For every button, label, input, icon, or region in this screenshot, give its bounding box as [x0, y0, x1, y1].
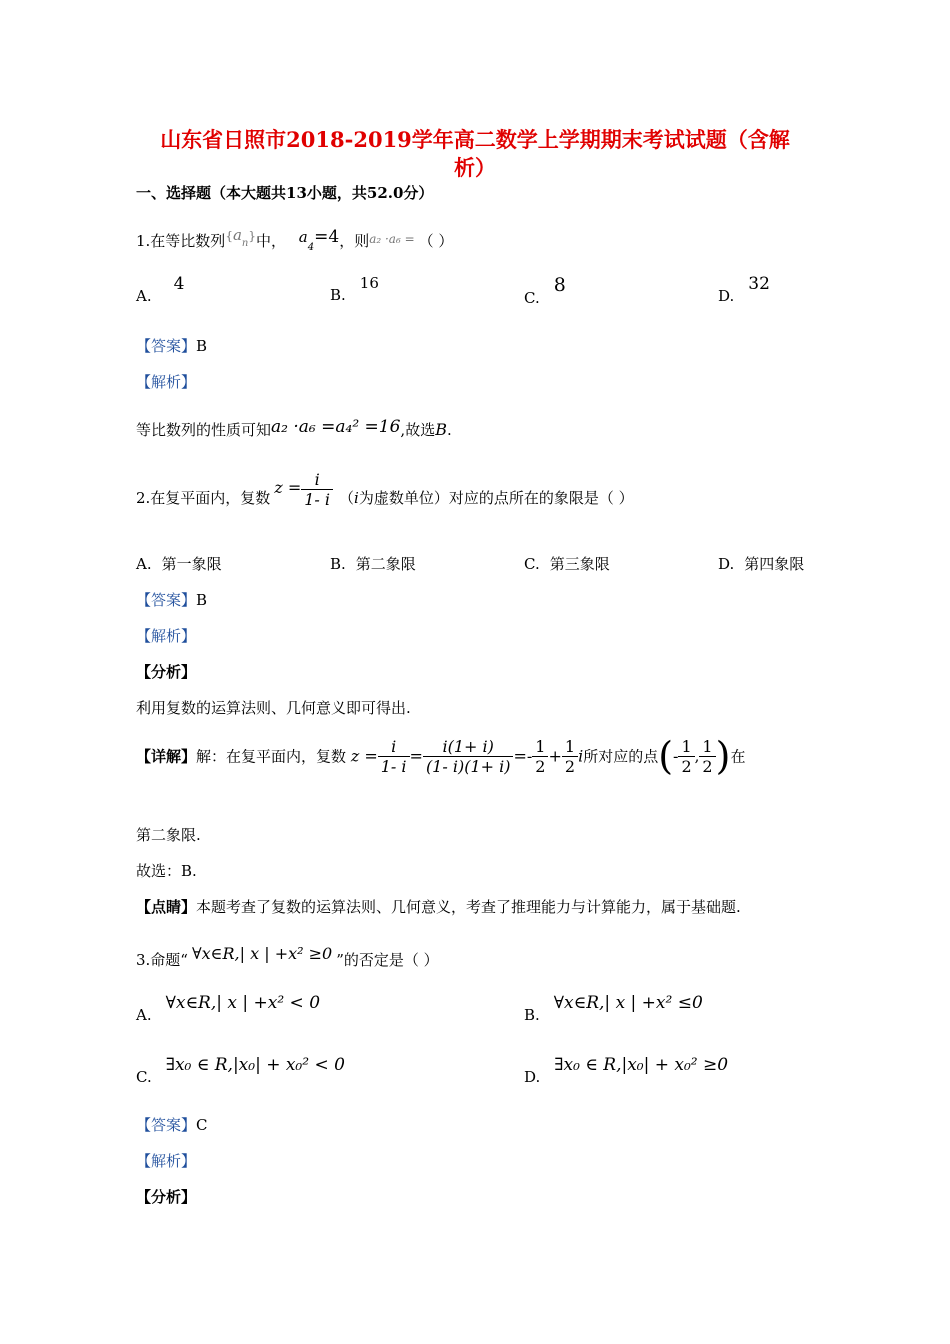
q2-answer: 【答案】B — [136, 591, 208, 609]
q2-option-c[interactable]: C. 第三象限 — [524, 555, 610, 573]
q2-option-d[interactable]: D. 第四象限 — [718, 555, 805, 573]
q3-proposition: ∀x∈R,| x | +x² ≥0 — [191, 944, 333, 963]
q2-fenxi-tag: 【分析】 — [136, 663, 197, 681]
q1-option-c[interactable]: C.8 — [524, 274, 566, 307]
q2-guxuan: 故选：B. — [136, 862, 197, 880]
q2-dianjing: 【点睛】本题考查了复数的运算法则、几何意义，考查了推理能力与计算能力，属于基础题. — [136, 898, 741, 916]
q1-analysis-tag: 【解析】 — [136, 373, 197, 391]
q1-seq-sub: n — [241, 238, 249, 249]
section-heading: 一、选择题（本大题共13小题，共52.0分） — [136, 184, 434, 202]
q1-prefix: 1.在等比数列 — [136, 232, 226, 250]
document-title-line1: 山东省日照市2018-2019学年高二数学上学期期末考试试题（含解 — [160, 127, 790, 152]
q1-cond-a: a — [298, 228, 308, 246]
q2-option-a[interactable]: A. 第一象限 — [136, 555, 222, 573]
q1-solution: 等比数列的性质可知a₂ ·a₆ =a₄² =16,故选B. — [136, 417, 452, 439]
q1-option-b-value: 16 — [359, 274, 379, 292]
q1-option-a-value: 4 — [173, 274, 185, 294]
q1-cond-eq: =4 — [314, 227, 340, 247]
q1-option-a[interactable]: A.4 — [136, 274, 185, 305]
q2-fraction: $\frac{i}{1- i}$ — [301, 470, 333, 509]
q2-detail: 【详解】解：在复平面内，复数 z = $\frac{i}{1- i}$ = $\frac{i(1+ i)}{(1- i)(1+ i)}$ =- $\frac{1}{2}$ + $\frac{1}{2}$ i所对应的点(- $\frac{1}{2}$ , $\frac{1}{2}$ )在 — [136, 734, 746, 778]
q2-option-b[interactable]: B. 第二象限 — [330, 555, 416, 573]
q1-option-d-value: 32 — [748, 274, 770, 294]
q1-solution-math: a₂ ·a₆ =a₄² =16 — [271, 417, 401, 437]
q1-option-c-value: 8 — [553, 274, 566, 296]
q3-answer: 【答案】C — [136, 1116, 208, 1134]
q1-answer: 【答案】B — [136, 337, 208, 355]
q1-option-b[interactable]: B.16 — [330, 274, 379, 304]
question-3-stem: 3.命题“ ∀x∈R,| x | +x² ≥0 ”的否定是（ ） — [136, 944, 439, 969]
q1-option-d[interactable]: D.32 — [718, 274, 770, 305]
question-2-stem: 2.在复平面内，复数z = $\frac{i}{1- i}$ （i为虚数单位）对应的点所在的象限是（ ） — [136, 470, 634, 509]
q1-cond-sub: 4 — [307, 242, 315, 253]
q1-seq: a — [232, 226, 242, 244]
q1-mid: 中， — [256, 232, 287, 250]
q3-fenxi-tag: 【分析】 — [136, 1188, 197, 1206]
q3-option-a[interactable]: A.∀x∈R,| x | +x² < 0 — [136, 993, 321, 1024]
document-title-line2: 析） — [454, 155, 496, 180]
q2-detail-line2: 第二象限. — [136, 826, 201, 844]
q3-option-c[interactable]: C.∃x₀ ∈ R,|x₀| + x₀² < 0 — [136, 1055, 345, 1086]
q1-then: ，则 — [339, 232, 370, 250]
question-1-stem: 1.在等比数列{an}中， $a_4=4$，则$^{a_2 \cdot a_6 =}$ （ ） — [136, 226, 454, 253]
q2-fenxi-text: 利用复数的运算法则、几何意义即可得出. — [136, 699, 411, 717]
q3-option-d[interactable]: D.∃x₀ ∈ R,|x₀| + x₀² ≥0 — [524, 1055, 729, 1086]
q1-blank: （ ） — [418, 232, 454, 250]
q1-expr: a₂ ·a₆ = — [369, 232, 415, 246]
q3-analysis-tag: 【解析】 — [136, 1152, 197, 1170]
q2-analysis-tag: 【解析】 — [136, 627, 197, 645]
q3-option-b[interactable]: B.∀x∈R,| x | +x² ≤0 — [524, 993, 703, 1024]
